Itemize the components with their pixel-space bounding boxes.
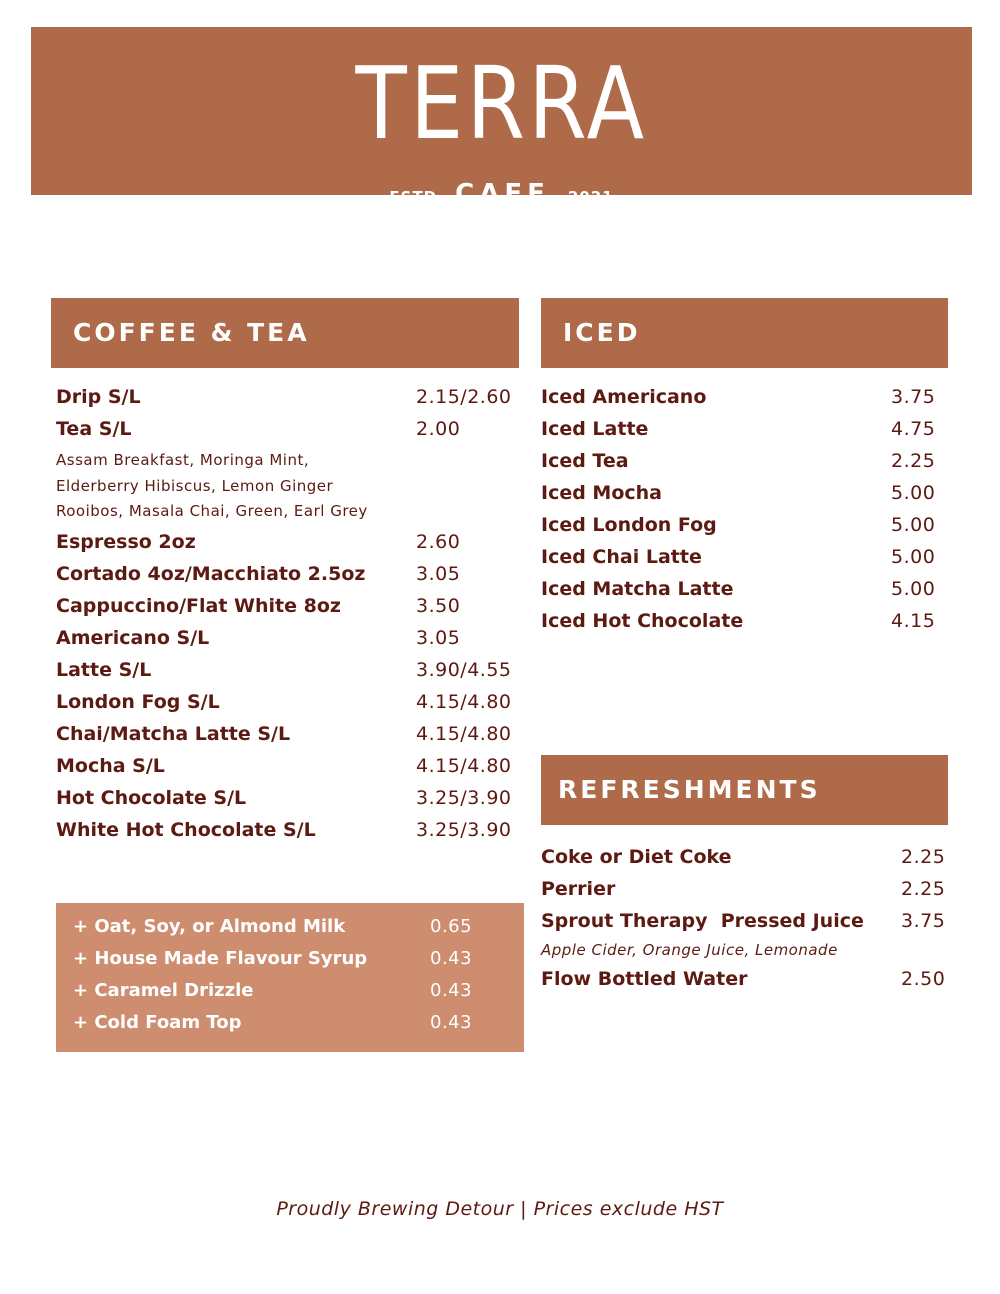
item-name: Espresso 2oz — [56, 530, 196, 553]
menu-item — [541, 509, 941, 541]
addon-price: 0.43 — [430, 980, 473, 1001]
item-name: Coke or Diet Coke — [541, 846, 732, 868]
item-price: 3.25/3.90 — [416, 818, 512, 841]
logo-subtitle-row — [31, 179, 972, 209]
juice-flavours: Apple Cider, Orange Juice, Lemonade — [541, 941, 838, 959]
menu-item — [56, 558, 526, 590]
item-price: 2.25 — [901, 878, 946, 900]
item-price: 5.00 — [891, 578, 936, 600]
established-year: 2021 — [567, 188, 614, 206]
addon-price: 0.65 — [430, 916, 473, 937]
menu-item — [541, 841, 946, 873]
cafe-subtitle: CAFE — [455, 179, 550, 209]
item-price: 4.15/4.80 — [416, 690, 512, 713]
menu-item — [541, 413, 941, 445]
refreshments-list — [541, 841, 946, 995]
item-price: 4.75 — [891, 418, 936, 440]
addon-price: 0.43 — [430, 948, 473, 969]
menu-item — [56, 381, 526, 413]
menu-item — [541, 477, 941, 509]
addon-name: + Oat, Soy, or Almond Milk — [73, 916, 346, 937]
addon-item — [73, 1007, 524, 1039]
section-header-refreshments: REFRESHMENTS — [541, 755, 948, 825]
menu-item — [56, 686, 526, 718]
item-price: 4.15 — [891, 610, 936, 632]
item-price: 4.15/4.80 — [416, 754, 512, 777]
menu-item — [541, 381, 941, 413]
item-price: 3.75 — [891, 386, 936, 408]
item-price: 3.50 — [416, 594, 461, 617]
item-price: 5.00 — [891, 514, 936, 536]
header-banner — [31, 27, 972, 209]
menu-item — [541, 905, 946, 937]
section-header-coffee-tea: COFFEE & TEA — [51, 298, 519, 368]
item-name: Tea S/L — [56, 418, 132, 440]
item-name: Cortado 4oz/Macchiato 2.5oz — [56, 562, 366, 585]
menu-item — [56, 622, 526, 654]
item-price: 2.60 — [416, 530, 461, 553]
addon-item — [73, 911, 524, 943]
item-price: 2.50 — [901, 968, 946, 990]
menu-item — [541, 963, 946, 995]
footer-note: Proudly Brewing Detour | Prices exclude HST — [276, 1198, 724, 1220]
iced-list — [541, 381, 941, 637]
item-name: Latte S/L — [56, 658, 152, 681]
item-price: 3.05 — [416, 626, 461, 649]
item-name: Iced Tea — [541, 450, 629, 472]
item-name: Iced Chai Latte — [541, 546, 702, 568]
menu-item — [541, 445, 941, 477]
coffee-tea-list — [56, 381, 526, 846]
item-name: Iced Mocha — [541, 482, 663, 504]
tea-flavours — [56, 445, 526, 526]
item-name: Sprout Therapy Pressed Juice — [541, 910, 864, 932]
menu-item — [56, 814, 526, 846]
addon-name: + House Made Flavour Syrup — [73, 948, 368, 969]
item-price: 3.25/3.90 — [416, 786, 512, 809]
item-name: Iced Hot Chocolate — [541, 610, 744, 632]
menu-item — [541, 605, 941, 637]
item-price: 2.00 — [416, 418, 461, 440]
tea-flavours-line: Rooibos, Masala Chai, Green, Earl Grey — [56, 502, 368, 520]
addons-box — [56, 903, 524, 1052]
brand-logo: TERRA — [355, 45, 648, 162]
menu-item — [56, 718, 526, 750]
menu-item — [541, 873, 946, 905]
menu-item — [56, 590, 526, 622]
menu-item — [56, 782, 526, 814]
item-name: Iced Matcha Latte — [541, 578, 734, 600]
item-name: Iced Latte — [541, 418, 649, 440]
item-price: 5.00 — [891, 546, 936, 568]
item-name: Perrier — [541, 878, 616, 900]
addon-price: 0.43 — [430, 1012, 473, 1033]
addon-item — [73, 943, 524, 975]
item-price: 2.25 — [901, 846, 946, 868]
item-price: 4.15/4.80 — [416, 722, 512, 745]
tea-flavours-line: Assam Breakfast, Moringa Mint, — [56, 451, 310, 469]
section-header-iced: ICED — [541, 298, 948, 368]
addon-name: + Caramel Drizzle — [73, 980, 254, 1001]
tea-flavours-line: Elderberry Hibiscus, Lemon Ginger — [56, 476, 334, 495]
item-name: Flow Bottled Water — [541, 968, 748, 990]
item-name: White Hot Chocolate S/L — [56, 818, 316, 841]
addon-item — [73, 975, 524, 1007]
menu-item — [541, 573, 941, 605]
item-name: Drip S/L — [56, 386, 141, 408]
item-price: 3.90/4.55 — [416, 658, 512, 681]
menu-item — [56, 413, 526, 445]
item-price: 3.75 — [901, 910, 946, 932]
item-name: Americano S/L — [56, 626, 210, 649]
menu-item — [56, 750, 526, 782]
menu-item — [56, 654, 526, 686]
menu-item — [56, 526, 526, 558]
item-name: Mocha S/L — [56, 754, 165, 777]
item-price: 2.15/2.60 — [416, 386, 512, 408]
estd-label: ESTD — [389, 188, 438, 206]
item-name: Hot Chocolate S/L — [56, 786, 247, 809]
item-price: 2.25 — [891, 450, 936, 472]
item-name: Cappuccino/Flat White 8oz — [56, 594, 341, 617]
item-name: Chai/Matcha Latte S/L — [56, 722, 291, 745]
addon-name: + Cold Foam Top — [73, 1012, 242, 1033]
item-name: Iced Americano — [541, 386, 707, 408]
menu-item — [541, 541, 941, 573]
item-price: 5.00 — [891, 482, 936, 504]
item-price: 3.05 — [416, 562, 461, 585]
item-name: Iced London Fog — [541, 514, 717, 536]
item-name: London Fog S/L — [56, 690, 220, 713]
